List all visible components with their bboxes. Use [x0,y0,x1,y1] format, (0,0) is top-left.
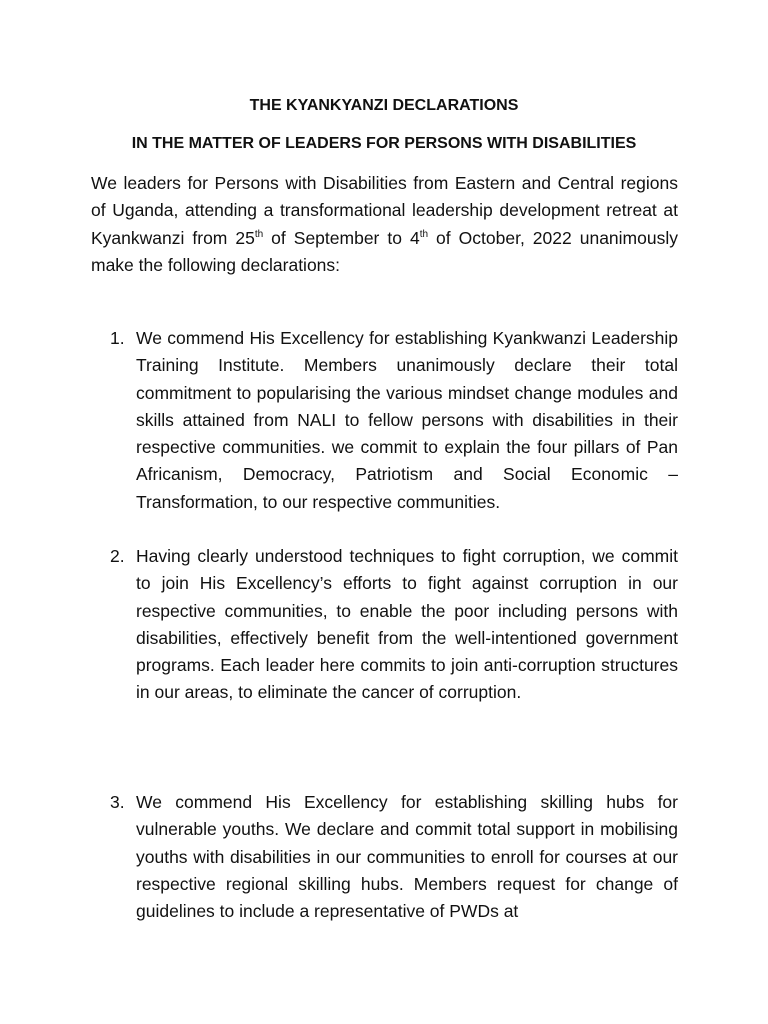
declaration-number: 3. [110,792,125,812]
declaration-item [110,325,678,516]
intro-text-part1: We leaders for Persons with Disabilities from Eastern and Central regions of Uganda, attending a transformational leadership development retreat at Kyankwanzi from 25 [91,173,678,248]
intro-text-part3: of October, 2022 unanimously make the following declarations: [91,227,678,275]
declaration-item [110,789,678,925]
intro-text-part2: of September to 4 [263,227,420,248]
intro-paragraph [91,170,678,279]
document-title: THE KYANKYANZI DECLARATIONS [249,97,519,114]
declaration-number: 2. [110,546,125,566]
declaration-text: We commend His Excellency for establishing skilling hubs for vulnerable youths. We declare and commit total support in mobilising youths with disabilities in our communities to enroll for courses at our respective regional skilling hubs. Members request for change of guidelines to include a representative of PWDs at [136,792,678,922]
declaration-item [110,543,678,707]
declaration-text: We commend His Excellency for establishing Kyankwanzi Leadership Training Institute. Members unanimously declare their total commitment to popularising the various mindset change modules and skills attained from NALI to fellow persons with disabilities in their respective communities. we commit to explain the four pillars of Pan Africanism, Democracy, Patriotism and Social Economic –Transformation, to our respective communities. [136,328,678,512]
declaration-text: Having clearly understood techniques to fight corruption, we commit to join His Excellency’s efforts to fight against corruption in our respective communities, to enable the poor including persons with disabilities, effectively benefit from the well-intentioned government programs. Each leader here commits to join anti-corruption structures in our areas, to eliminate the cancer of corruption. [136,546,678,703]
intro-superscript-2: th [419,228,429,240]
intro-superscript-1: th [254,228,264,240]
declaration-number: 1. [110,328,125,348]
document-subtitle: IN THE MATTER OF LEADERS FOR PERSONS WITH DISABILITIES [131,135,637,152]
